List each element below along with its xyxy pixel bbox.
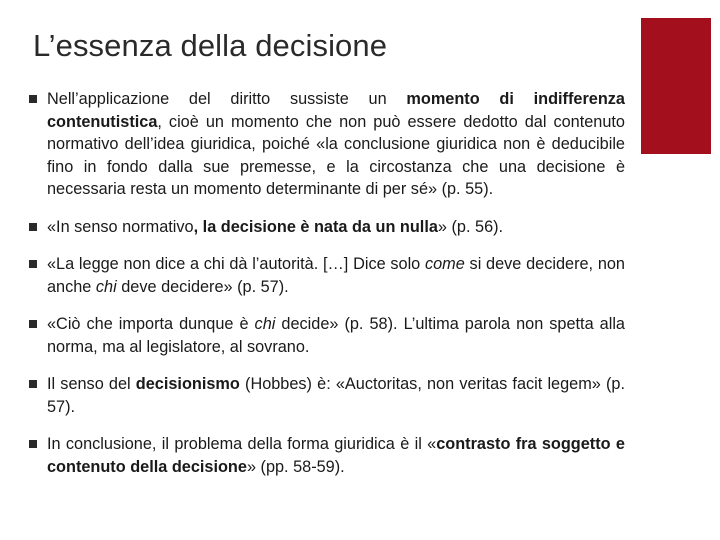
bullet-text-run: , la decisione è nata da un nulla (193, 217, 438, 236)
bullet-marker-icon (29, 223, 37, 231)
bullet-text-run: «In senso normativo (47, 217, 194, 236)
bullet-marker-icon (29, 440, 37, 448)
accent-bar (641, 18, 711, 154)
bullet-item (29, 88, 625, 201)
bullet-text-run: «Ciò che importa dunque è (47, 315, 255, 333)
bullet-text-run: In conclusione, il problema della forma giuridica è il « (47, 435, 437, 453)
bullet-text-run: (Hobbes) è: «Auctoritas, non veritas facit legem» (p. 57). (47, 375, 626, 416)
bullet-text-run: » (pp. 58-59). (246, 457, 345, 476)
bullet-marker-icon (29, 260, 37, 268)
bullet-item (29, 313, 625, 358)
bullet-marker-icon (29, 95, 37, 103)
slide-title: L’essenza della decisione (33, 28, 388, 63)
bullet-item (29, 253, 625, 298)
bullet-text-run: momento di indifferenza contenutistica (47, 90, 625, 131)
bullet-list (29, 88, 625, 493)
bullet-text-run: decide» (p. 58). L’ultima parola non spetta alla norma, ma al legislatore, al sovrano. (47, 315, 625, 356)
bullet-text-run: , cioè un momento che non può essere dedotto dal contenuto normativo dell’idea giuridica, poiché «la conclusione giuridica non è deducibile fino in fondo dalla sue premesse, e la circostanza che una decisione è necessaria resta un momento determinante di per sé» (p. 55). (47, 112, 625, 198)
bullet-text-run: chi (95, 277, 117, 296)
bullet-text-run: come (424, 255, 465, 273)
bullet-text-run: Il senso del (47, 375, 136, 393)
bullet-text-run: «La legge non dice a chi dà l’autorità. […] Dice solo (47, 255, 425, 273)
bullet-text-run: chi (254, 315, 276, 333)
bullet-item (29, 433, 625, 478)
bullet-text-run: decisionismo (135, 375, 240, 393)
bullet-text-run: contrasto fra soggetto e contenuto della decisione (47, 435, 625, 476)
bullet-marker-icon (29, 320, 37, 328)
bullet-text-run: Nell’applicazione del diritto sussiste un (47, 90, 407, 108)
bullet-text-run: si deve decidere, non anche (47, 255, 625, 296)
bullet-text-run: deve decidere» (p. 57). (116, 277, 289, 296)
bullet-marker-icon (29, 380, 37, 388)
bullet-item (29, 373, 625, 418)
bullet-item (29, 216, 625, 239)
bullet-text-run: » (p. 56). (437, 217, 504, 236)
